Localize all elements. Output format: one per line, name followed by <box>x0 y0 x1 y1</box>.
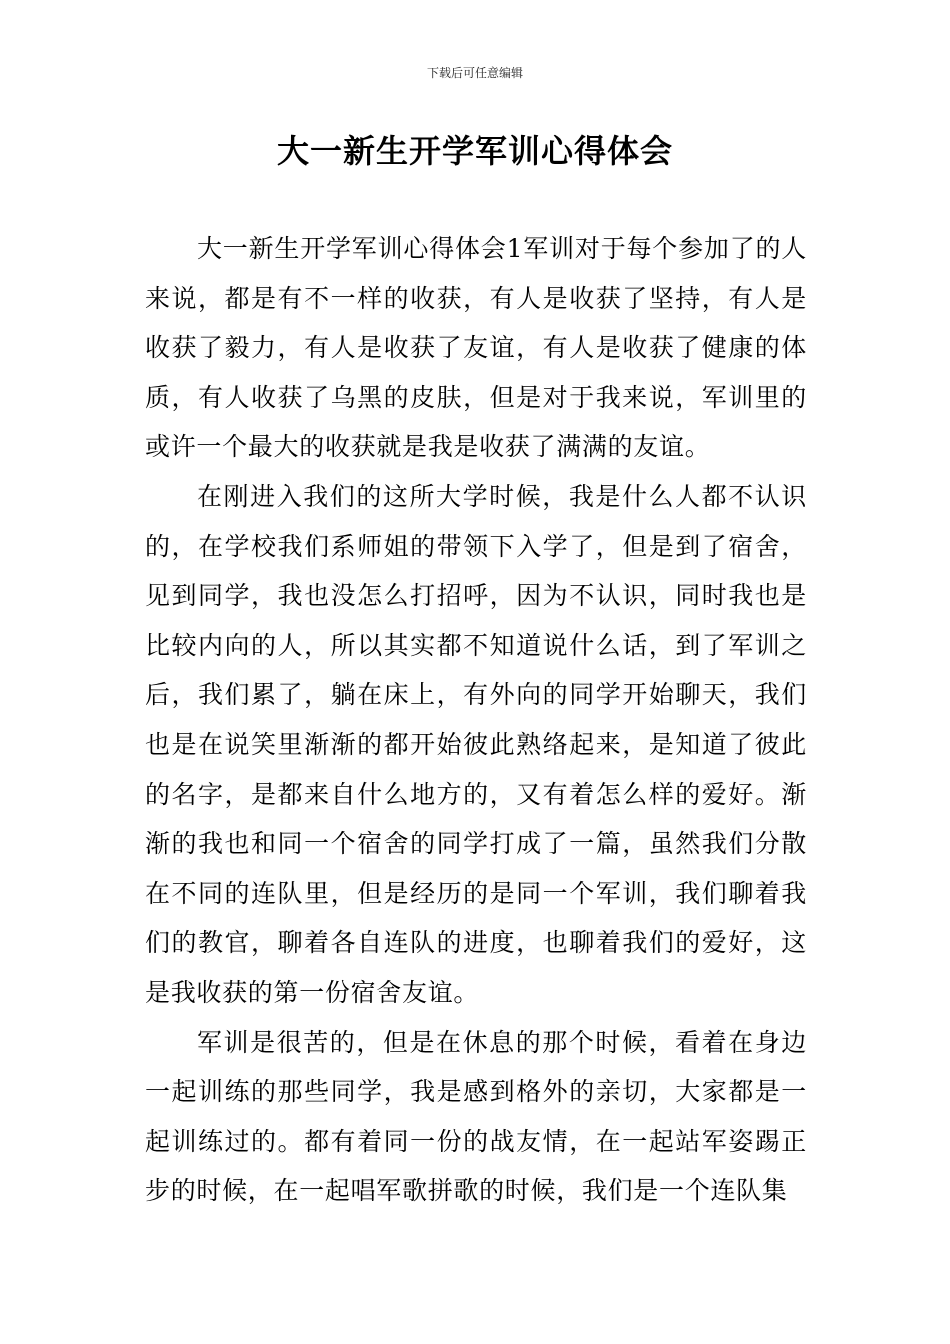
paragraph-2: 在刚进入我们的这所大学时候，我是什么人都不认识的，在学校我们系师姐的带领下入学了，但是到了宿舍，见到同学，我也没怎么打招呼，因为不认识，同时我也是比较内向的人，所以其实都不知道说什么话，到了军训之后，我们累了，躺在床上，有外向的同学开始聊天，我们也是在说笑里渐渐的都开始彼此熟络起来，是知道了彼此的名字，是都来自什么地方的，又有着怎么样的爱好。渐渐的我也和同一个宿舍的同学打成了一篇，虽然我们分散在不同的连队里，但是经历的是同一个军训，我们聊着我们的教官，聊着各自连队的进度，也聊着我们的爱好，这是我收获的第一份宿舍友谊。 <box>145 481 807 1007</box>
document-title: 大一新生开学军训心得体会 <box>276 132 673 170</box>
header-note: 下载后可任意编辑 <box>426 66 523 80</box>
document-body <box>145 224 807 1216</box>
paragraph-1: 大一新生开学军训心得体会1军训对于每个参加了的人来说，都是有不一样的收获，有人是收获了坚持，有人是收获了毅力，有人是收获了友谊，有人是收获了健康的体质，有人收获了乌黑的皮肤，但是对于我来说，军训里的或许一个最大的收获就是我是收获了满满的友谊。 <box>145 234 807 462</box>
paragraph-3: 军训是很苦的，但是在休息的那个时候，看着在身边一起训练的那些同学，我是感到格外的亲切，大家都是一起训练过的。都有着同一份的战友情，在一起站军姿踢正步的时候，在一起唱军歌拼歌的时候，我们是一个连队集 <box>145 1027 807 1206</box>
